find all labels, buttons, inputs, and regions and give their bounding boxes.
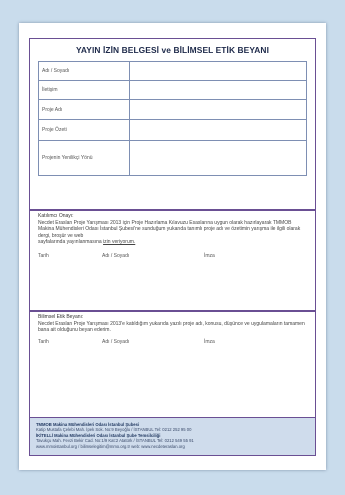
consent-date-label: Tarih xyxy=(38,252,49,259)
field-label-project-name: Proje Adı xyxy=(39,100,130,120)
field-value-project-summary[interactable] xyxy=(130,120,307,141)
footer-address-secondary: Tavukçu Mah. Fevzi Bekir Cad. No:1/9 Kat:2 Atatürk / İSTANBUL Tel: 0212 549 55 91 xyxy=(36,438,194,444)
consent-signature-line xyxy=(38,253,307,260)
form-row xyxy=(39,120,307,141)
form-row xyxy=(39,100,307,120)
field-label-contact: İletişim xyxy=(39,81,130,100)
consent-text-end xyxy=(38,239,307,246)
section-divider xyxy=(30,310,315,312)
consent-name-label: Adı / Soyadı xyxy=(102,252,130,259)
ethics-name-label: Adı / Soyadı xyxy=(102,338,130,345)
footer-org-primary: TMMOB Makina Mühendisleri Odası İstanbul Şubesi xyxy=(36,422,140,427)
field-value-contact[interactable] xyxy=(130,81,307,100)
document-page xyxy=(19,23,326,470)
field-label-project-summary: Proje Özeti xyxy=(39,120,130,141)
footer-web: www.mmoistanbul.org / bilimselegitim@mmo.org.tr web: www.necdeteraslan.org xyxy=(36,443,185,449)
form-row xyxy=(39,62,307,81)
form-title: YAYIN İZİN BELGESİ ve BİLİMSEL ETİK BEYANI xyxy=(76,45,269,55)
consent-section xyxy=(38,213,307,260)
ethics-text: Necdet Eraslan Proje Yarışması 2013'e katıldığım yukarıda yazılı proje adı, konusu, düşünce ve uygulamaların tamamen bana ait olduğunu beyan ederim. xyxy=(38,320,305,334)
ethics-date-label: Tarih xyxy=(38,338,49,345)
consent-heading: Katılımcı Onayı: xyxy=(38,213,74,219)
field-value-innovation[interactable] xyxy=(130,141,307,176)
ethics-signature-line xyxy=(38,339,307,346)
form-frame xyxy=(29,38,316,456)
form-row xyxy=(39,81,307,100)
ethics-signature-label: İmza xyxy=(204,338,215,345)
ethics-section xyxy=(38,314,307,345)
field-label-name: Adı / Soyadı xyxy=(39,62,130,81)
field-label-innovation: Projenin Yenilikçi Yönü xyxy=(39,141,130,176)
footer-org-secondary: İKİTELLİ Makina Mühendisleri Odası İstanbul Şube Temsilciliği xyxy=(36,432,161,438)
footer-contact-box xyxy=(30,417,315,455)
consent-text-tail: sayfalarında yayınlanmasına xyxy=(38,239,102,246)
consent-signature-label: İmza xyxy=(204,252,215,259)
consent-text: Necdet Eraslan Proje Yarışması 2013 için Proje Hazırlama Kılavuzu Esaslarına uygun olarak hazırlayarak TMMOB Makina Mühendisleri Odası İstanbul Şubesi'ne sunduğum yukarıda tanımlı proje adı ve özetimin yarışma ile ilgili olarak dergi, broşür ve web xyxy=(38,219,301,239)
field-value-name[interactable] xyxy=(130,62,307,81)
consent-permission-text: izin veriyorum. xyxy=(103,239,136,246)
footer-address-primary: Katip Mustafa Çelebi Mah. İpek Sok. No:9 Beyoğlu / İSTANBUL Tel: 0212 252 95 00 xyxy=(36,427,192,433)
form-row xyxy=(39,141,307,176)
field-value-project-name[interactable] xyxy=(130,100,307,120)
ethics-heading: Bilimsel Etik Beyanı: xyxy=(38,314,84,320)
form-table xyxy=(38,61,307,176)
section-divider xyxy=(30,209,315,211)
